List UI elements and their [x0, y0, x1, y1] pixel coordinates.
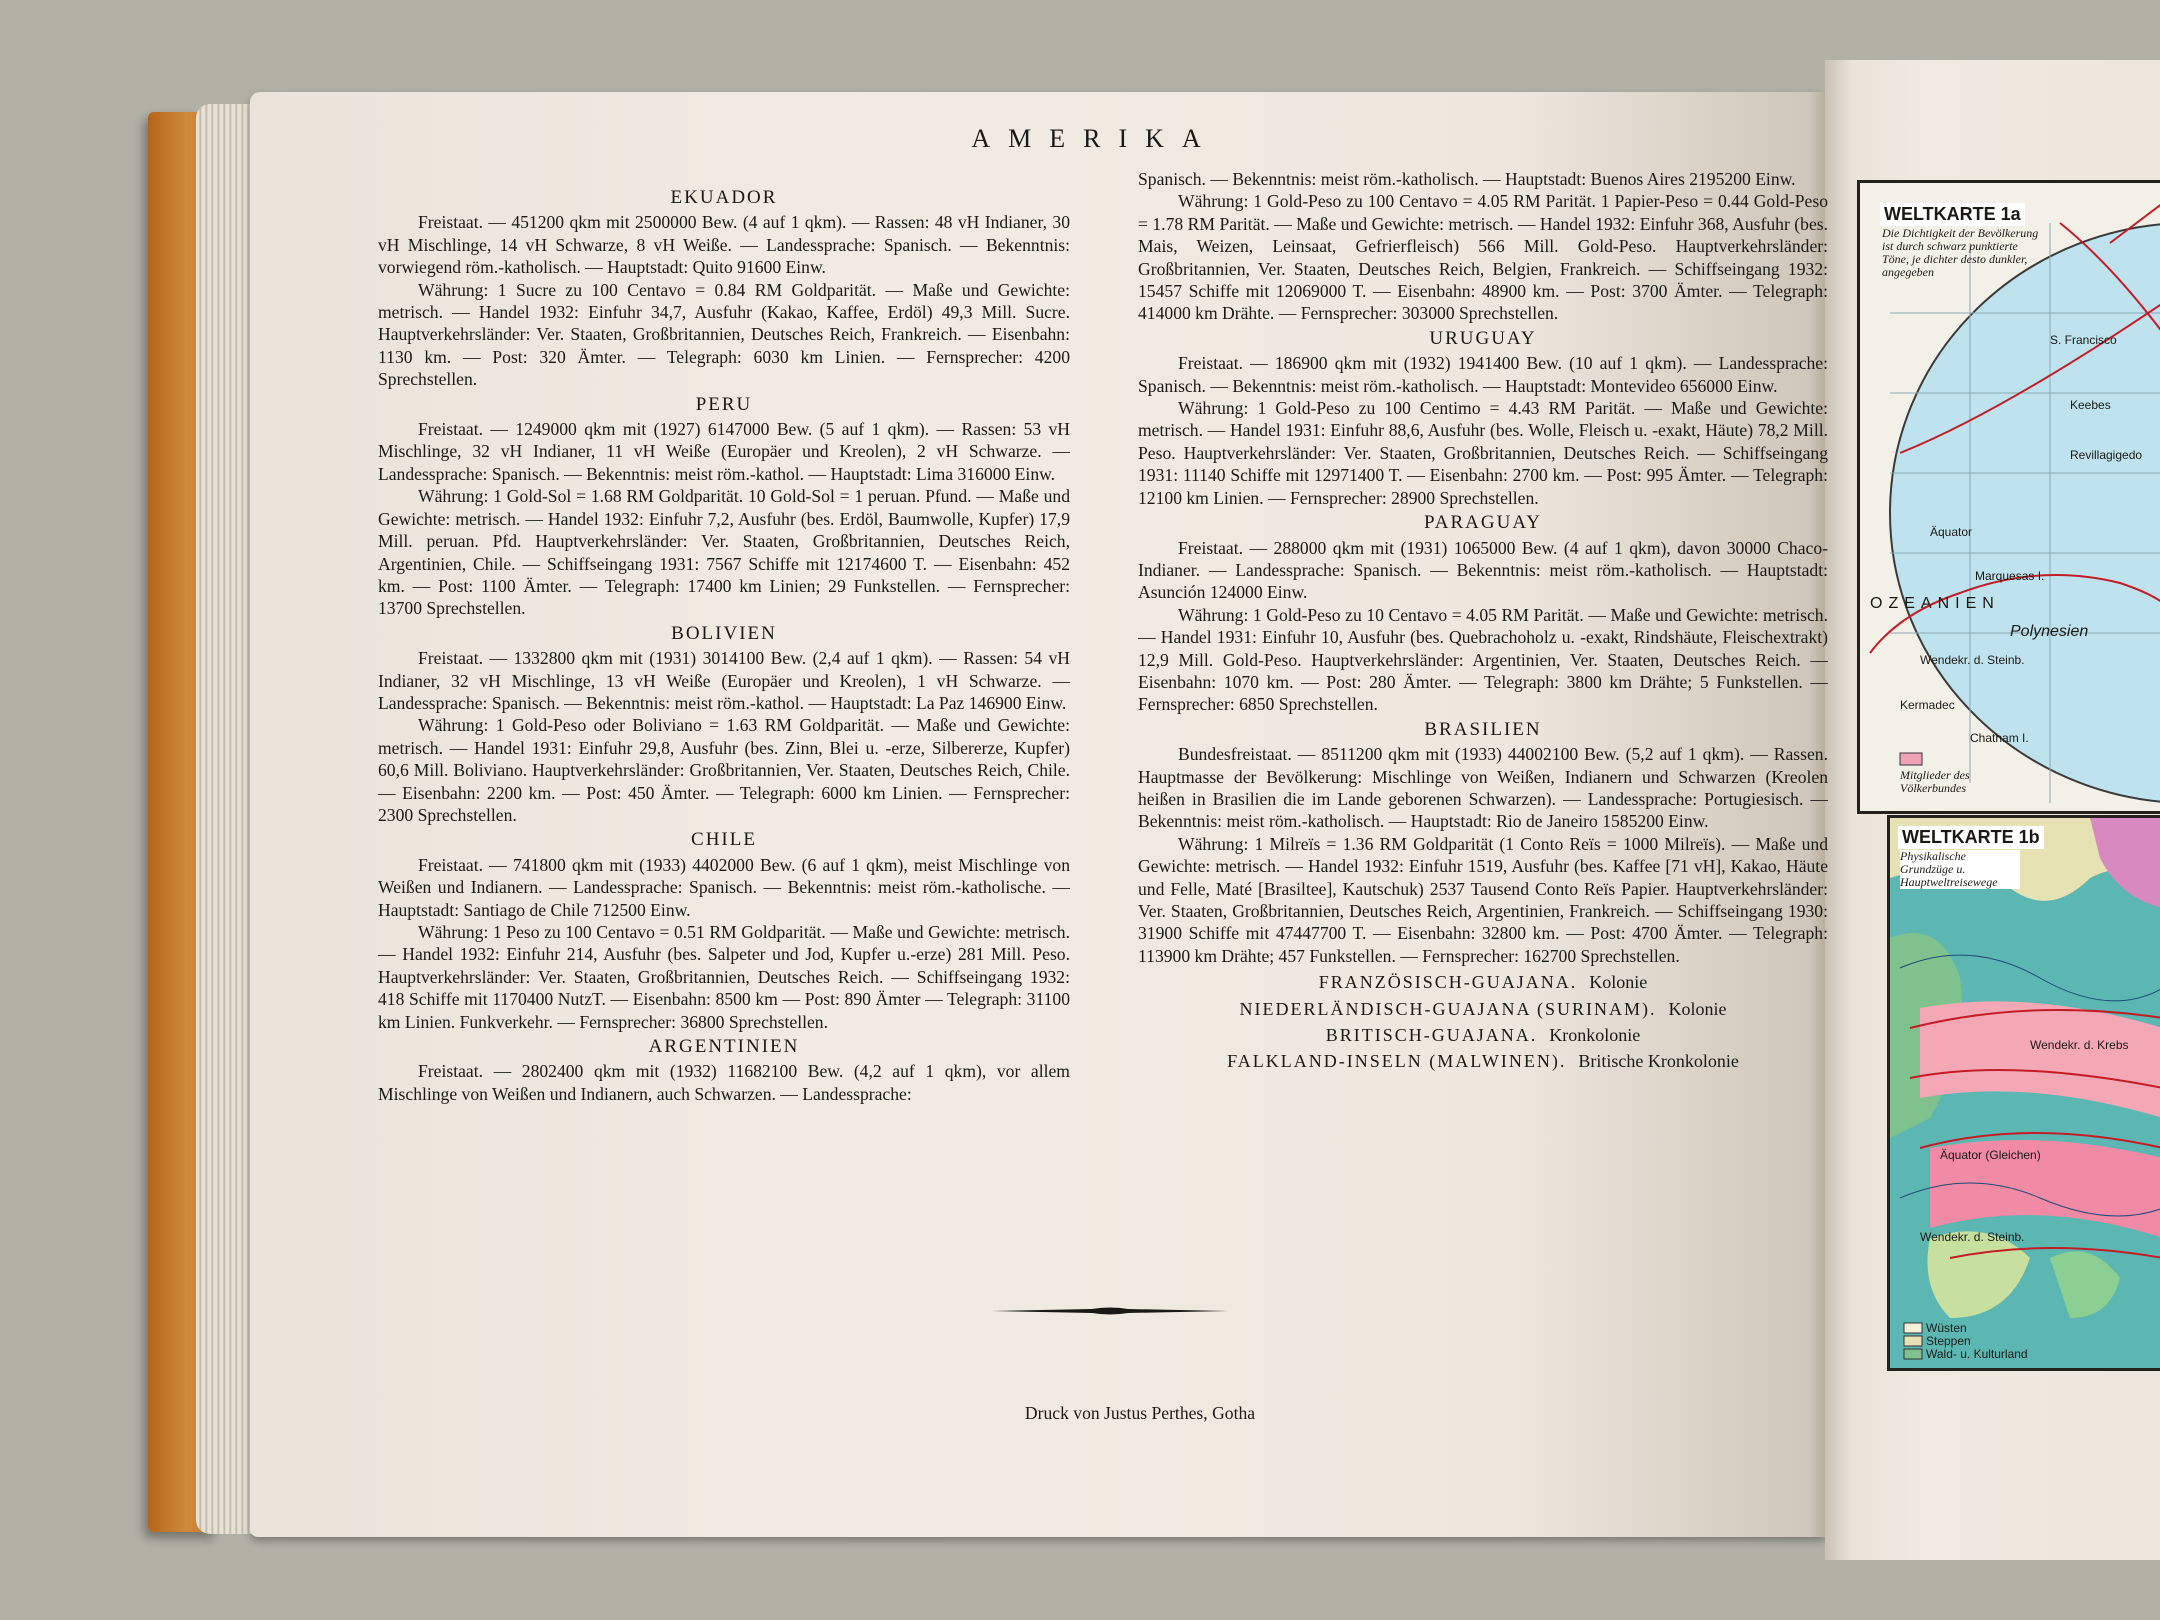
colony-type: Britische Kronkolonie: [1578, 1051, 1739, 1072]
country-paragraph: Bundesfreistaat. — 8511200 qkm mit (1933) 44002100 Bew. (5,2 auf 1 qkm). — Rassen. Hauptmasse der Bevölkerung: Mischlinge von Weißen, Indianern und Schwarzen (Kreolen heißen in Brasilien die im Lande geborenen Schwarzen). — Landessprache: Portugiesisch. — Bekenntnis: meist röm.-katholisch. — Hauptstadt: Rio de Janeiro 1585200 Einw.: [1138, 744, 1828, 832]
country-paragraph: Freistaat. — 2802400 qkm mit (1932) 11682100 Bew. (4,2 auf 1 qkm), vor allem Mischlinge von Weißen und Indianern, auch Schwarzen. — Landessprache:: [378, 1061, 1070, 1104]
map-label: Revillagigedo: [2070, 448, 2143, 462]
map-label: Wendekr. d. Steinb.: [1920, 1230, 2025, 1244]
country-paragraph: Währung: 1 Gold-Peso oder Boliviano = 1.63 RM Goldparität. — Maße und Gewichte: metrisch. — Handel 1931: Einfuhr 29,8, Ausfuhr (bes. Zinn, Blei u. -erze, Silbererze, Kupfer) 60,6 Mill. Boliviano. Hauptverkehrsländer: Großbritannien, Ver. Staaten, Deutsches Reich, Chile. — Eisenbahn: 2200 km. — Post: 450 Ämter. — Telegraph: 6000 km Linien. — Fernsprecher: 2300 Sprechstellen.: [378, 715, 1070, 825]
colony-line: [1138, 1050, 1828, 1072]
map-label: OZEANIEN: [1870, 595, 2000, 612]
imprint: Druck von Justus Perthes, Gotha: [1024, 1403, 1256, 1423]
map-legend-item: Wüsten: [1926, 1321, 1967, 1335]
colony-name: NIEDERLÄNDISCH-GUAJANA (SURINAM).: [1239, 998, 1657, 1019]
running-head: AMERIKA: [971, 124, 1219, 153]
country-paragraph: Währung: 1 Sucre zu 100 Centavo = 0.84 RM Goldparität. — Maße und Gewichte: metrisch. — Handel 1932: Einfuhr 34,7, Ausfuhr (Kakao, Kaffee, Erdöl) 49,3 Mill. Sucre. Hauptverkehrsländer: Ver. Staaten, Großbritannien, Deutsches Reich, Frankreich. — Eisenbahn: 1130 km. — Post: 320 Ämter. — Telegraph: 6030 km Linien. — Fernsprecher: 4200 Sprechstellen.: [378, 279, 1070, 390]
world-map-physical: [1887, 815, 2160, 1371]
page-edges: [196, 104, 256, 1534]
map-bottom-subtitle: Physikalische Grundzüge u. Hauptweltreisewege: [1900, 850, 2020, 889]
country-paragraph: Freistaat. — 288000 qkm mit (1931) 1065000 Bew. (4 auf 1 qkm), davon 30000 Chaco-Indianer. — Landessprache: Spanisch. — Bekenntnis: meist röm.-katholisch. — Hauptstadt: Asunción 124000 Einw.: [1138, 537, 1828, 603]
map-label: Polynesien: [2010, 623, 2089, 640]
colony-type: Kronkolonie: [1549, 1025, 1641, 1046]
country-paragraph: Spanisch. — Bekenntnis: meist röm.-katholisch. — Hauptstadt: Buenos Aires 2195200 Einw.: [1138, 169, 1796, 189]
map-legend-item: Wald- u. Kulturland: [1926, 1347, 2028, 1361]
colony-line: [1138, 998, 1828, 1020]
country-paragraph: Währung: 1 Gold-Peso zu 100 Centavo = 4.05 RM Parität. 1 Papier-Peso = 0.44 Gold-Peso = 1.78 RM Parität. — Maße und Gewichte: metrisch. — Handel 1932: Einfuhr 368, Ausfuhr (bes. Mais, Weizen, Leinsaat, Gefrierfleisch) 566 Mill. Gold-Peso. Hauptverkehrsländer: Großbritannien, Ver. Staaten, Deutsches Reich, Belgien, Frankreich. — Schiffseingang 1932: 15457 Schiffe mit 12069000 T. — Eisenbahn: 48900 km. — Post: 3700 Ämter. — Telegraph: 414000 km Drähte. — Fernsprecher: 303000 Sprechstellen.: [1138, 191, 1828, 324]
colony-name: FALKLAND-INSELN (MALWINEN).: [1227, 1051, 1567, 1072]
country-heading: ARGENTINIEN: [648, 1036, 800, 1058]
map-label: S. Francisco: [2050, 333, 2117, 347]
map-label: Marquesas I.: [1975, 569, 2045, 583]
country-paragraph: Freistaat. — 1249000 qkm mit (1927) 6147000 Bew. (5 auf 1 qkm). — Rassen: 53 vH Mischlinge, 32 vH Indianer, 11 vH Weiße (Europäer und Kreolen), 2 vH Schwarze. — Landessprache: Spanisch. — Bekenntnis: meist röm.-kathol. — Hauptstadt: Lima 316000 Einw.: [378, 419, 1070, 484]
country-heading: BRASILIEN: [1424, 718, 1542, 740]
map-label: Chatham I.: [1970, 731, 2029, 745]
country-paragraph: Freistaat. — 1332800 qkm mit (1931) 3014100 Bew. (2,4 auf 1 qkm). — Rassen: 54 vH Indianer, 32 vH Mischlinge, 13 vH Weiße (Europäer und Kreolen), 1 vH Schwarze. — Landessprache: Spanisch. — Bekenntnis: meist röm.-kathol. — Hauptstadt: La Paz 146900 Einw.: [378, 648, 1070, 713]
country-heading: PERU: [695, 393, 753, 415]
country-paragraph: Währung: 1 Gold-Peso zu 10 Centavo = 4.05 RM Parität. — Maße und Gewichte: metrisch. — Handel 1931: Einfuhr 10, Ausfuhr (bes. Quebrachoholz u. -exakt, Rindshäute, Fleischextrakt) 12,9 Mill. Gold-Peso. Hauptverkehrsländer: Argentinien, Ver. Staaten, Deutsches Reich. — Eisenbahn: 1070 km. — Post: 280 Ämter. — Telegraph: 3800 km Drähte; 5 Funkstellen. — Fernsprecher: 6850 Sprechstellen.: [1138, 604, 1828, 715]
map-top-subtitle: Die Dichtigkeit der Bevölkerung ist durch schwarz punktierte Töne, je dichter desto dunkler, angegeben: [1882, 226, 2039, 279]
world-map-population: [1857, 180, 2160, 814]
map-label: Wendekr. d. Steinb.: [1920, 653, 2025, 667]
map-top-title: WELTKARTE 1a: [1880, 203, 2025, 226]
country-heading: BOLIVIEN: [671, 622, 777, 644]
colony-name: FRANZÖSISCH-GUAJANA.: [1318, 972, 1578, 993]
country-heading: PARAGUAY: [1423, 512, 1543, 534]
left-text-column: [378, 184, 1070, 1105]
divider-ornament: [992, 1306, 1228, 1316]
map-label: Äquator: [1930, 525, 1973, 539]
right-text-column: [1138, 168, 1828, 1268]
colony-name: BRITISCH-GUAJANA.: [1325, 1025, 1538, 1046]
country-paragraph: Freistaat. — 451200 qkm mit 2500000 Bew. (4 auf 1 qkm). — Rassen: 48 vH Indianer, 30 vH Mischlinge, 14 vH Schwarze, 8 vH Weiße. — Landessprache: Spanisch. — Bekenntnis: vorwiegend röm.-katholisch. — Hauptstadt: Quito 91600 Einw.: [378, 212, 1070, 278]
map-label: Äquator (Gleichen): [1940, 1148, 2041, 1162]
colonies-list: [1138, 971, 1828, 1073]
map-top-legend: Mitglieder des Völkerbundes: [1900, 768, 1970, 795]
map-bottom-title: WELTKARTE 1b: [1898, 826, 2044, 849]
map-label: Keebes: [2070, 398, 2111, 412]
country-paragraph: Währung: 1 Gold-Peso zu 100 Centimo = 4.43 RM Parität. — Maße und Gewichte: metrisch. — Handel 1931: Einfuhr 88,6, Ausfuhr (bes. Wolle, Fleisch u. -exakt, Häute) 78,2 Mill. Peso. Hauptverkehrsländer: Ver. Staaten, Großbritannien, Deutsches Reich. — Schiffseingang 1931: 11140 Schiffe mit 12971400 T. — Eisenbahn: 2700 km. — Post: 995 Ämter. — Telegraph: 12100 km Linien. — Fernsprecher: 28900 Sprechstellen.: [1138, 398, 1828, 508]
colony-type: Kolonie: [1668, 998, 1727, 1019]
country-heading: URUGUAY: [1429, 327, 1537, 349]
country-paragraph: Währung: 1 Milreïs = 1.36 RM Goldparität (1 Conto Reïs = 1000 Milreïs). — Maße und Gewichte: metrisch. — Handel 1932: Einfuhr 1519, Ausfuhr (bes. Kaffee [71 vH], Kakao, Häute und Felle, Maté [Brasiltee], Kautschuk) 2537 Tausend Conto Reïs Papier. Hauptverkehrsländer: Ver. Staaten, Großbritannien, Deutsches Reich, Argentinien, Frankreich. — Schiffseingang 1930: 31900 Schiffe mit 47447700 T. — Eisenbahn: 32800 km. — Post: 4700 Ämter. — Telegraph: 113900 km Drähte; 457 Funkstellen. — Fernsprecher: 162700 Sprechstellen.: [1138, 833, 1828, 966]
country-paragraph: Freistaat. — 741800 qkm mit (1933) 4402000 Bew. (6 auf 1 qkm), meist Mischlinge von Weißen und Indianern. — Landessprache: Spanisch. — Bekenntnis: meist röm.-katholische. — Hauptstadt: Santiago de Chile 712500 Einw.: [378, 854, 1070, 920]
map-legend-item: Steppen: [1926, 1334, 1971, 1348]
colony-line: [1138, 1024, 1828, 1046]
country-heading: CHILE: [691, 829, 757, 851]
country-paragraph: Freistaat. — 186900 qkm mit (1932) 1941400 Bew. (10 auf 1 qkm). — Landessprache: Spanisch. — Bekenntnis: meist röm.-katholisch. — Hauptstadt: Montevideo 656000 Einw.: [1138, 353, 1828, 396]
colony-type: Kolonie: [1589, 972, 1648, 993]
country-paragraph: Währung: 1 Peso zu 100 Centavo = 0.51 RM Goldparität. — Maße und Gewichte: metrisch. — Handel 1932: Einfuhr 214, Ausfuhr (bes. Salpeter und Jod, Kupfer u.-erze) 281 Mill. Peso. Hauptverkehrsländer: Ver. Staaten, Großbritannien, Deutsches Reich. — Schiffseingang 1932: 418 Schiffe mit 1170400 NutzT. — Eisenbahn: 8500 km — Post: 890 Ämter — Telegraph: 31100 km Linien. Funkverkehr. — Fernsprecher: 36800 Sprechstellen.: [378, 922, 1070, 1032]
map-label: Kermadec: [1900, 698, 1955, 712]
country-heading: EKUADOR: [670, 187, 778, 208]
map-label: Wendekr. d. Krebs: [2030, 1038, 2129, 1052]
country-paragraph: Währung: 1 Gold-Sol = 1.68 RM Goldparität. 10 Gold-Sol = 1 peruan. Pfund. — Maße und Gewichte: metrisch. — Handel 1932: Einfuhr 7,2, Ausfuhr (bes. Erdöl, Baumwolle, Kupfer) 17,9 Mill. peruan. Pfd. Hauptverkehrsländer: Ver. Staaten, Großbritannien, Deutsches Reich, Argentinien, Chile. — Schiffseingang 1931: 7567 Schiffe mit 12174600 T. — Eisenbahn: 452 km. — Post: 1100 Ämter. — Telegraph: 17400 km Linien; 29 Funkstellen. — Fernsprecher: 13700 Sprechstellen.: [378, 486, 1070, 619]
colony-line: [1138, 971, 1828, 993]
